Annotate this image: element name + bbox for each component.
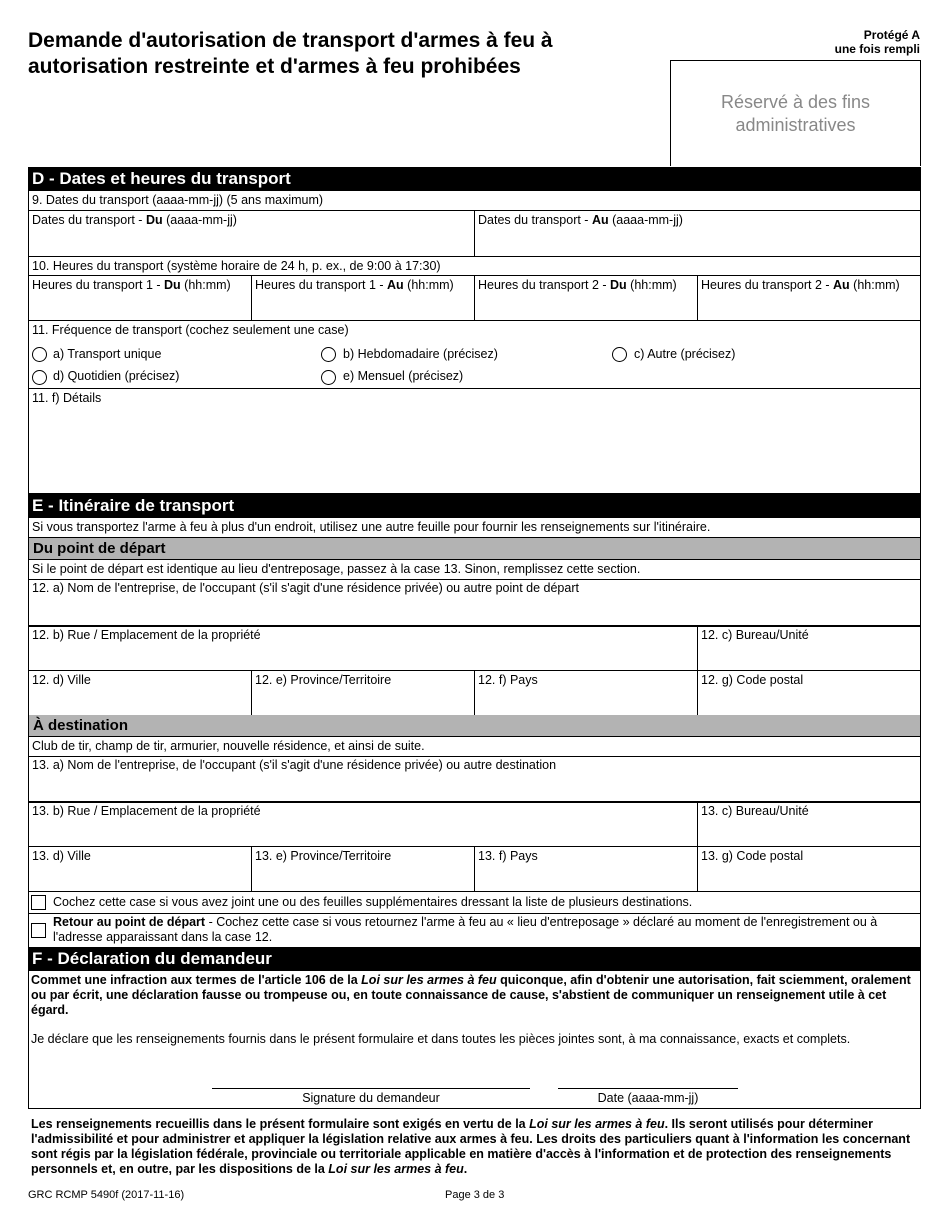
time2-to-field[interactable]	[697, 275, 921, 321]
radio-c-other[interactable]	[612, 347, 627, 362]
q13g-field[interactable]	[697, 846, 921, 892]
destination-title: À destination	[28, 715, 921, 736]
q13c-field[interactable]	[697, 801, 921, 847]
date-from-label-post: (aaaa-mm-jj)	[162, 213, 237, 227]
q12c-field[interactable]	[697, 625, 921, 671]
signature-label: Signature du demandeur	[302, 1091, 440, 1105]
return-checkbox[interactable]	[31, 923, 46, 938]
privacy-2: Loi sur les armes à feu	[529, 1117, 665, 1131]
page-number: Page 3 de 3	[445, 1189, 505, 1201]
radio-a-unique[interactable]	[32, 347, 47, 362]
time2-from-field[interactable]	[474, 275, 698, 321]
q12g-field[interactable]	[697, 670, 921, 716]
section-f-title: F - Déclaration du demandeur	[28, 947, 921, 971]
q12f-label: 12. f) Pays	[478, 673, 538, 687]
section-e-title: E - Itinéraire de transport	[28, 494, 921, 518]
destination-note: Club de tir, champ de tir, armurier, nouvelle résidence, et ainsi de suite.	[28, 736, 921, 757]
q13b-field[interactable]	[28, 801, 698, 847]
q12e-label: 12. e) Province/Territoire	[255, 673, 392, 687]
q12a-field[interactable]	[28, 579, 921, 627]
privacy-5: .	[463, 1162, 468, 1176]
section-d-title: D - Dates et heures du transport	[28, 167, 921, 191]
q13a-field[interactable]	[28, 756, 921, 803]
date-to-label-post: (aaaa-mm-jj)	[608, 213, 683, 227]
q13b-label: 13. b) Rue / Emplacement de la propriété	[32, 804, 261, 818]
radio-d-label: d) Quotidien (précisez)	[53, 369, 180, 383]
time1-from-field[interactable]	[28, 275, 252, 321]
radio-a-label: a) Transport unique	[53, 347, 162, 361]
radio-b-weekly[interactable]	[321, 347, 336, 362]
signature-date-field[interactable]	[558, 1088, 738, 1105]
q12b-field[interactable]	[28, 625, 698, 671]
radio-e-label: e) Mensuel (précisez)	[343, 369, 464, 383]
q12c-label: 12. c) Bureau/Unité	[701, 628, 809, 642]
time2-from-bold: Du	[610, 278, 627, 292]
admin-box	[670, 60, 921, 166]
time2-to-bold: Au	[833, 278, 850, 292]
date-from-field[interactable]	[28, 210, 475, 257]
time2-to-post: (hh:mm)	[849, 278, 900, 292]
q13a-label: 13. a) Nom de l'entreprise, de l'occupant (s'il s'agit d'une résidence privée) ou autre destination	[32, 758, 557, 772]
departure-note: Si le point de départ est identique au lieu d'entreposage, passez à la case 13. Sinon, remplissez cette section.	[28, 559, 921, 580]
warn-pre: Commet une infraction aux termes de l'article 106 de la	[31, 973, 362, 987]
warn-italic: Loi sur les armes à feu	[361, 973, 497, 987]
time1-to-post: (hh:mm)	[403, 278, 454, 292]
date-from-label-bold: Du	[145, 213, 163, 227]
departure-title: Du point de départ	[28, 538, 921, 559]
q10-label: 10. Heures du transport (système horaire de 24 h, p. ex., de 9:00 à 17:30)	[28, 257, 921, 276]
admin-line1: Réservé à des fins	[720, 92, 871, 112]
privacy-notice	[31, 1117, 916, 1177]
time2-from-pre: Heures du transport 2 -	[478, 278, 611, 292]
q13f-label: 13. f) Pays	[478, 849, 538, 863]
q12e-field[interactable]	[251, 670, 475, 716]
q13c-label: 13. c) Bureau/Unité	[701, 804, 809, 818]
q13g-label: 13. g) Code postal	[701, 849, 804, 863]
q12a-label: 12. a) Nom de l'entreprise, de l'occupant (s'il s'agit d'une résidence privée) ou autre point de départ	[32, 581, 579, 595]
date-to-label-pre: Dates du transport -	[478, 213, 592, 227]
date-to-label-bold: Au	[591, 213, 609, 227]
q12d-field[interactable]	[28, 670, 252, 716]
q12g-label: 12. g) Code postal	[701, 673, 804, 687]
signature-date-label: Date (aaaa-mm-jj)	[597, 1091, 699, 1105]
declaration-text: Je déclare que les renseignements fournis dans le présent formulaire et dans toutes les pièces jointes sont, à ma connaissance, exacts et complets.	[31, 1032, 851, 1046]
q13d-label: 13. d) Ville	[32, 849, 91, 863]
q12b-label: 12. b) Rue / Emplacement de la propriété	[32, 628, 261, 642]
details-label: 11. f) Détails	[32, 391, 102, 405]
protected-line1: Protégé A	[863, 28, 920, 42]
date-to-field[interactable]	[474, 210, 921, 257]
multi-destination-checkbox[interactable]	[31, 895, 46, 910]
radio-e-monthly[interactable]	[321, 370, 336, 385]
q12f-field[interactable]	[474, 670, 698, 716]
time1-to-pre: Heures du transport 1 -	[255, 278, 388, 292]
time1-from-post: (hh:mm)	[180, 278, 231, 292]
warn-post: quiconque, afin d'obtenir une autorisation, fait sciemment, oralement ou par écrit, une déclaration fausse ou trompeuse ou, en toute connaissance de cause, s'abstient de communiquer un renseignement utile à cet égard.	[31, 973, 911, 1017]
form-title	[28, 28, 553, 80]
return-label-bold: Retour au point de départ	[53, 915, 206, 929]
form-title-line2: autorisation restreinte et d'armes à feu prohibées	[28, 55, 521, 78]
q13f-field[interactable]	[474, 846, 698, 892]
time1-to-field[interactable]	[251, 275, 475, 321]
time1-from-pre: Heures du transport 1 -	[32, 278, 165, 292]
form-title-line1: Demande d'autorisation de transport d'armes à feu à	[28, 29, 553, 52]
time2-from-post: (hh:mm)	[626, 278, 677, 292]
return-label	[53, 915, 913, 945]
time2-to-pre: Heures du transport 2 -	[701, 278, 834, 292]
radio-d-daily[interactable]	[32, 370, 47, 385]
radio-b-label: b) Hebdomadaire (précisez)	[343, 347, 498, 361]
date-from-label-pre: Dates du transport -	[32, 213, 146, 227]
itinerary-note: Si vous transportez l'arme à feu à plus d'un endroit, utilisez une autre feuille pour fournir les renseignements sur l'itinéraire.	[28, 518, 921, 538]
offence-warning	[31, 973, 916, 1018]
multi-destination-label: Cochez cette case si vous avez joint une ou des feuilles supplémentaires dressant la liste de plusieurs destinations.	[53, 895, 693, 909]
protected-line2: une fois rempli	[834, 42, 920, 56]
admin-line2: administratives	[735, 115, 856, 135]
privacy-1: Les renseignements recueillis dans le présent formulaire sont exigés en vertu de la	[31, 1117, 530, 1131]
q13e-label: 13. e) Province/Territoire	[255, 849, 392, 863]
signature-field[interactable]	[212, 1088, 530, 1105]
form-code: GRC RCMP 5490f (2017-11-16)	[28, 1189, 185, 1201]
q11-label: 11. Fréquence de transport (cochez seulement une case)	[32, 323, 349, 337]
radio-c-label: c) Autre (précisez)	[634, 347, 736, 361]
privacy-4: Loi sur les armes à feu	[328, 1162, 464, 1176]
protected-label	[835, 28, 920, 56]
details-field[interactable]	[28, 388, 921, 494]
time1-to-bold: Au	[387, 278, 404, 292]
privacy-3: . Ils seront utilisés pour déterminer l'admissibilité et pour administrer et appliquer la législation relative aux armes à feu. Les droits des particuliers quant à l'information les concernant sont régis par la législation fédérale, provinciale ou territoriale applicable en matière d'accès à l'information et de protection des renseignements personnels et, en outre, par les dispositions de la	[31, 1117, 911, 1176]
q9-label: 9. Dates du transport (aaaa-mm-jj) (5 ans maximum)	[28, 191, 921, 211]
q13e-field[interactable]	[251, 846, 475, 892]
return-label-text: - Cochez cette case si vous retournez l'arme à feu au « lieu d'entreposage » déclaré au moment de l'enregistrement ou à l'adresse apparaissant dans la case 12.	[53, 915, 878, 944]
q12d-label: 12. d) Ville	[32, 673, 91, 687]
q13d-field[interactable]	[28, 846, 252, 892]
time1-from-bold: Du	[164, 278, 181, 292]
